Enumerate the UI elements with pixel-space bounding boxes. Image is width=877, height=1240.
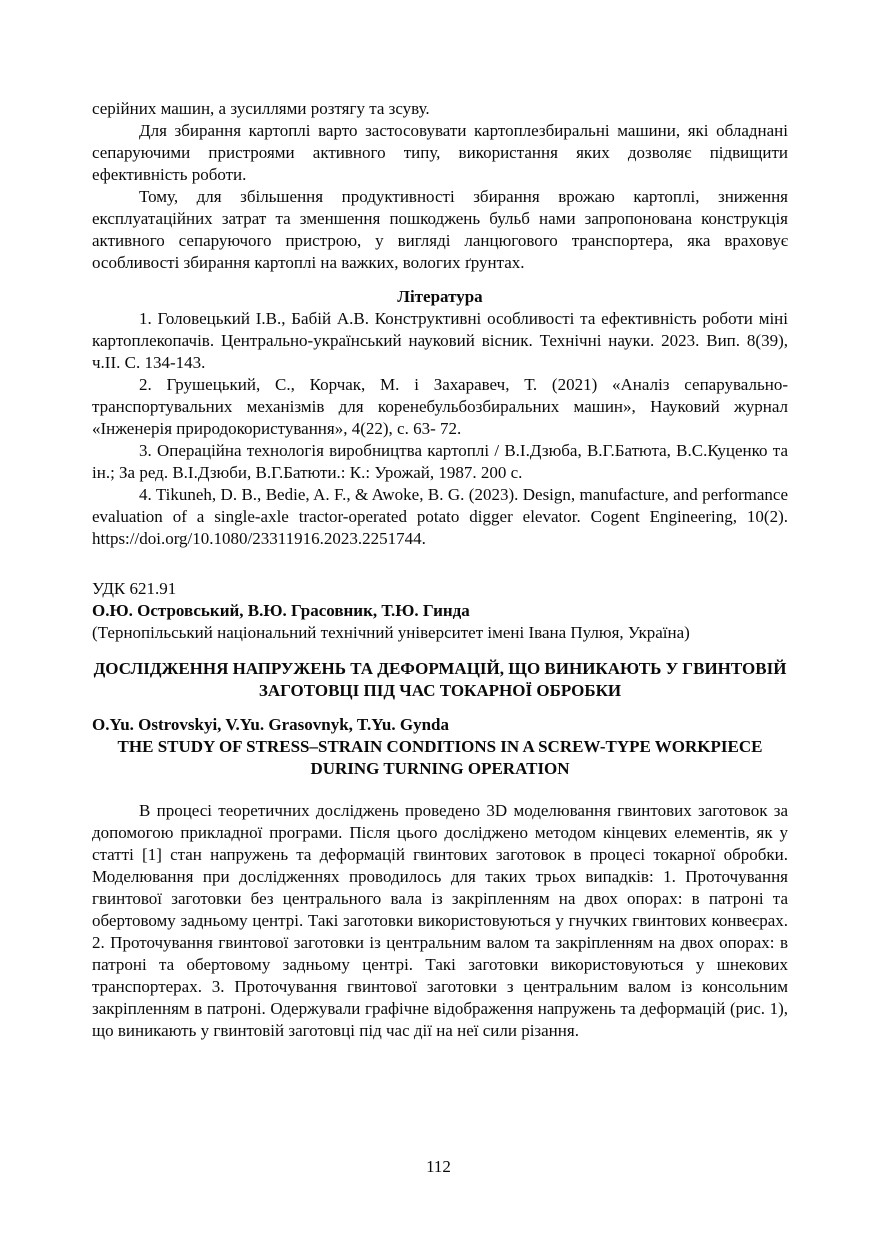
abstract-paragraph: В процесі теоретичних досліджень проведено 3D моделювання гвинтових заготовок за допомогою прикладної програми. Після цього досліджено методом кінцевих елементів, як у статті [1] стан напружень та деформацій гвинтових заготовок в процесі токарної обробки. Моделювання при дослідженнях проводилось для таких трьох випадків: 1. Проточування гвинтової заготовки без центрального вала із закріпленням на двох опорах: в патроні та обертовому задньому центрі. Такі заготовки використовуються у гнучких гвинтових конвеєрах. 2. Проточування гвинтової заготовки із центральним валом та закріпленням на двох опорах: в патроні та обертовому задньому центрі. Такі заготовки використовуються у шнекових транспортерах. 3. Проточування гвинтової заготовки з центральним валом із консольним закріпленням в патроні. Одержували графічне відображення напружень та деформацій (рис. 1), що виникають у гвинтовій заготовці під час дії на неї сили різання. bbox=[92, 801, 788, 1040]
intro-paragraph: Тому, для збільшення продуктивності збирання врожаю картоплі, зниження експлуатаційних затрат та зменшення пошкоджень бульб нами запропонована конструкція активного сепаруючого пристрою, у вигляді ланцюгового транспортера, яка враховує особливості збирання картоплі на важких, вологих ґрунтах. bbox=[92, 187, 788, 272]
affiliation: (Тернопільський національний технічний університет імені Івана Пулюя, Україна) bbox=[92, 623, 690, 642]
article-title-en: THE STUDY OF STRESS–STRAIN CONDITIONS IN A SCREW-TYPE WORKPIECE DURING TURNING OPERATION bbox=[117, 737, 763, 778]
reference-item: 1. Головецький І.В., Бабій А.В. Конструктивні особливості та ефективність роботи міні картоплекопачів. Центрально-український науковий вісник. Технічні науки. 2023. Вип. 8(39), ч.ІІ. С. 134-143. bbox=[92, 309, 788, 372]
reference-item: 3. Операційна технологія виробництва картоплі / В.І.Дзюба, В.Г.Батюта, В.С.Куценко та ін.; За ред. В.І.Дзюби, В.Г.Батюти.: К.: Урожай, 1987. 200 с. bbox=[92, 441, 788, 482]
article-header bbox=[92, 578, 788, 644]
intro-paragraph: Для збирання картоплі варто застосовувати картоплезбиральні машини, які обладнані сепаруючими пристроями активного типу, використання яких дозволяє підвищити ефективність роботи. bbox=[92, 121, 788, 184]
article-title-ua: ДОСЛІДЖЕННЯ НАПРУЖЕНЬ ТА ДЕФОРМАЦІЙ, ЩО ВИНИКАЮТЬ У ГВИНТОВІЙ ЗАГОТОВЦІ ПІД ЧАС ТОКАРНОЇ ОБРОБКИ bbox=[93, 659, 787, 700]
intro-paragraph-continuation: серійних машин, а зусиллями розтягу та зсуву. bbox=[92, 99, 430, 118]
page-content bbox=[92, 98, 788, 1042]
udc-code: УДК 621.91 bbox=[92, 579, 177, 598]
authors-ua: О.Ю. Островський, В.Ю. Грасовник, Т.Ю. Гинда bbox=[92, 601, 470, 620]
reference-item: 2. Грушецький, С., Корчак, М. і Захаравеч, Т. (2021) «Аналіз сепарувально-транспортувальних механізмів для коренебульбозбиральних машин», Науковий журнал «Інженерія природокористування», 4(22), с. 63- 72. bbox=[92, 375, 788, 438]
authors-en: O.Yu. Ostrovskyi, V.Yu. Grasovnyk, T.Yu. Gynda bbox=[92, 715, 449, 734]
page-number: 112 bbox=[426, 1157, 451, 1176]
reference-item: 4. Tikuneh, D. B., Bedie, A. F., & Awoke, B. G. (2023). Design, manufacture, and performance evaluation of a single-axle tractor-operated potato digger elevator. Cogent Engineering, 10(2). https://doi.org/10.1080/23311916.2023.2251744. bbox=[92, 485, 788, 548]
literature-heading: Література bbox=[397, 287, 483, 306]
